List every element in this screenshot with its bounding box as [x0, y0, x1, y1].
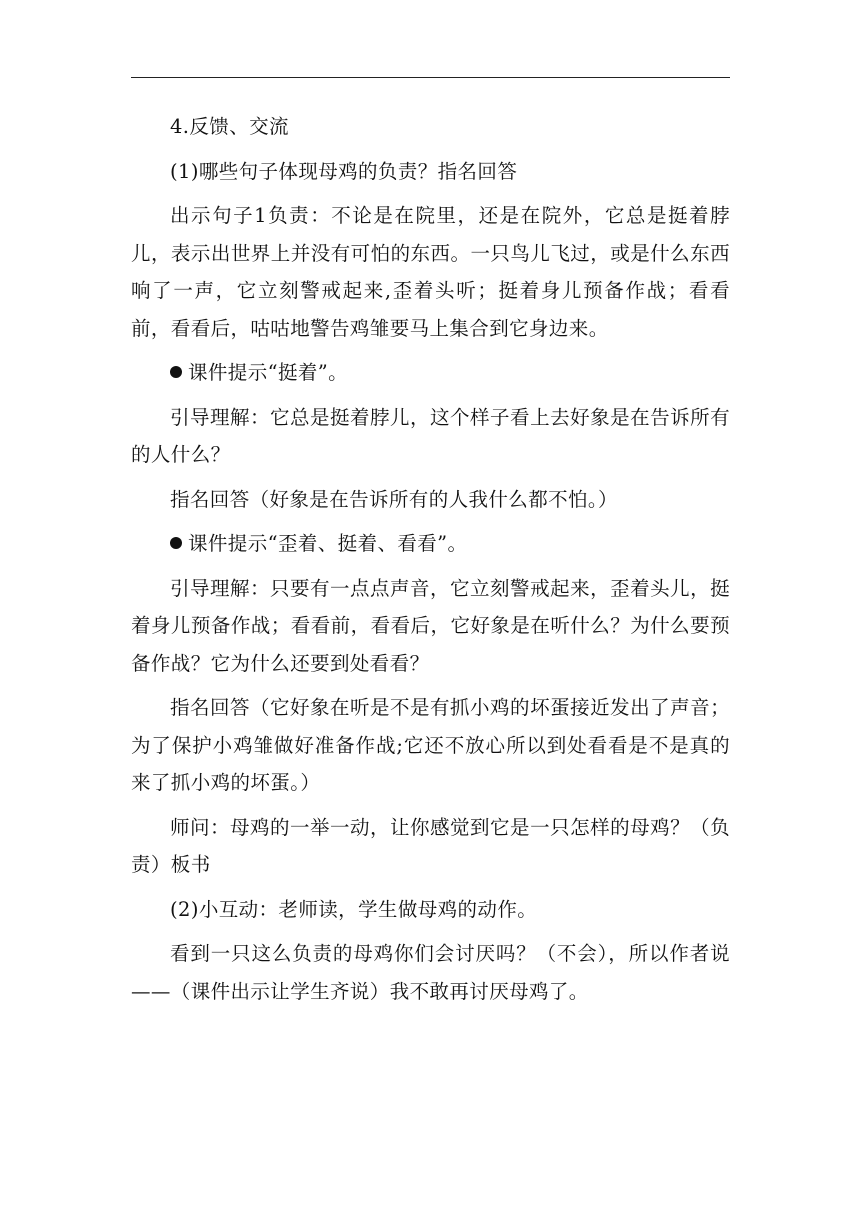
guide-paragraph: 引导理解：只要有一点点声音，它立刻警戒起来，歪着头儿，挺着身儿预备作战；看看前，看看后，它好象是在听什么？为什么要预备作战？它为什么还要到处看看？	[131, 576, 730, 675]
teacher-question: 师问：母鸡的一举一动，让你感觉到它是一只怎样的母鸡？（负责）板书	[131, 815, 730, 876]
bullet-text: 课件提示“歪着、挺着、看看”。	[188, 532, 468, 555]
heading-feedback: 4.反馈、交流	[170, 115, 289, 138]
answer-paragraph: 指名回答（好象是在告诉所有的人我什么都不怕。）	[170, 487, 618, 511]
quoted-sentence: 出示句子1负责：不论是在院里，还是在院外，它总是挺着脖儿，表示出世界上并没有可怕的东西。一只鸟儿飞过，或是什么东西响了一声，它立刻警戒起来,歪着头听；挺着身儿预备作战；看看前，看看后，咕咕地警告鸡雏要马上集合到它身边来。	[131, 204, 730, 340]
header-rule	[131, 77, 730, 78]
closing-paragraph: 看到一只这么负责的母鸡你们会讨厌吗？（不会），所以作者说——（课件出示让学生齐说）我不敢再讨厌母鸡了。	[131, 942, 730, 1003]
bullet-icon	[170, 537, 182, 549]
answer-paragraph: 指名回答（它好象在听是不是有抓小鸡的坏蛋接近发出了声音；为了保护小鸡雏做好准备作战;它还不放心所以到处看看是不是真的来了抓小鸡的坏蛋。）	[131, 696, 730, 794]
bullet-text: 课件提示“挺着”。	[188, 361, 349, 384]
bullet-item	[131, 525, 730, 563]
bullet-icon	[170, 366, 182, 378]
bullet-item	[131, 354, 730, 392]
question-1: (1)哪些句子体现母鸡的负责？指名回答	[170, 159, 518, 183]
guide-paragraph: 引导理解：它总是挺着脖儿，这个样子看上去好象是在告诉所有的人什么？	[131, 405, 730, 466]
question-2: (2)小互动：老师读，学生做母鸡的动作。	[170, 897, 538, 921]
document-body	[131, 108, 730, 1017]
